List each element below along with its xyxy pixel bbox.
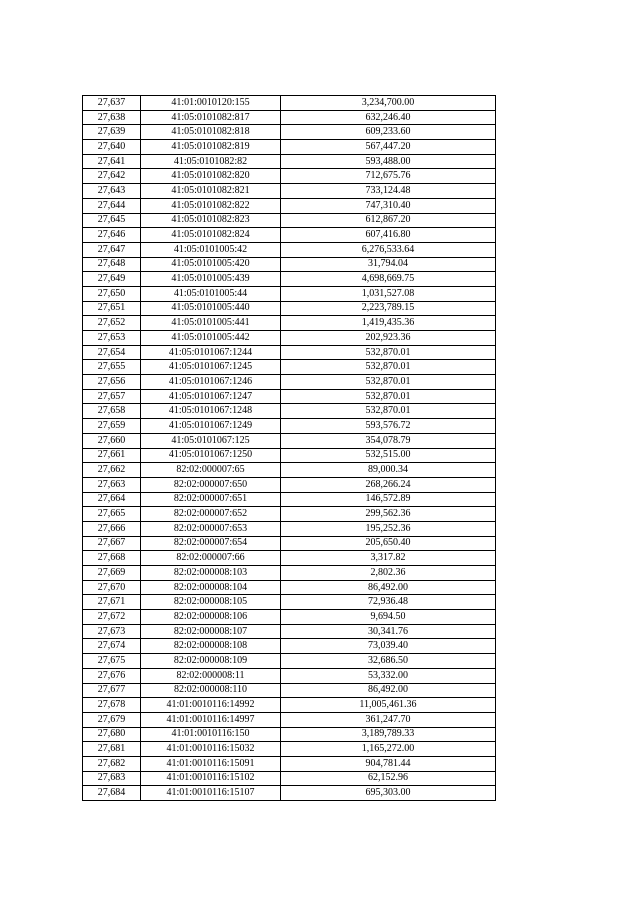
value-cell: 89,000.34 (281, 463, 496, 478)
table-row (83, 257, 496, 272)
cadastral-number-cell: 82:02:000008:103 (141, 566, 281, 581)
value-cell: 695,303.00 (281, 786, 496, 801)
value-cell: 11,005,461.36 (281, 698, 496, 713)
value-cell: 3,317.82 (281, 551, 496, 566)
table-row (83, 463, 496, 478)
value-cell: 202,923.36 (281, 331, 496, 346)
table-row (83, 96, 496, 111)
table-row (83, 125, 496, 140)
row-number-cell: 27,667 (83, 536, 141, 551)
table-row (83, 213, 496, 228)
row-number-cell: 27,681 (83, 742, 141, 757)
row-number-cell: 27,662 (83, 463, 141, 478)
row-number-cell: 27,643 (83, 184, 141, 199)
cadastral-number-cell: 41:05:0101082:821 (141, 184, 281, 199)
value-cell: 30,341.76 (281, 624, 496, 639)
value-cell: 612,867.20 (281, 213, 496, 228)
value-cell: 532,870.01 (281, 404, 496, 419)
row-number-cell: 27,677 (83, 683, 141, 698)
row-number-cell: 27,672 (83, 610, 141, 625)
table-row (83, 507, 496, 522)
cadastral-number-cell: 41:05:0101082:823 (141, 213, 281, 228)
cadastral-number-cell: 82:02:000008:107 (141, 624, 281, 639)
cadastral-number-cell: 82:02:000008:108 (141, 639, 281, 654)
row-number-cell: 27,659 (83, 419, 141, 434)
value-cell: 2,223,789.15 (281, 301, 496, 316)
value-cell: 72,936.48 (281, 595, 496, 610)
cadastral-number-cell: 82:02:000008:105 (141, 595, 281, 610)
table-row (83, 110, 496, 125)
cadastral-number-cell: 41:05:0101082:818 (141, 125, 281, 140)
table-row (83, 448, 496, 463)
row-number-cell: 27,673 (83, 624, 141, 639)
table-row (83, 698, 496, 713)
table-row (83, 580, 496, 595)
cadastral-number-cell: 82:02:000007:653 (141, 521, 281, 536)
value-cell: 2,802.36 (281, 566, 496, 581)
cadastral-number-cell: 41:05:0101067:1246 (141, 375, 281, 390)
row-number-cell: 27,639 (83, 125, 141, 140)
cadastral-number-cell: 41:05:0101005:439 (141, 272, 281, 287)
row-number-cell: 27,663 (83, 477, 141, 492)
table-row (83, 683, 496, 698)
cadastral-number-cell: 41:05:0101082:817 (141, 110, 281, 125)
table-row (83, 727, 496, 742)
value-cell: 299,562.36 (281, 507, 496, 522)
cadastral-number-cell: 41:01:0010116:15107 (141, 786, 281, 801)
value-cell: 532,515.00 (281, 448, 496, 463)
value-cell: 32,686.50 (281, 654, 496, 669)
row-number-cell: 27,646 (83, 228, 141, 243)
table-row (83, 375, 496, 390)
table-row (83, 184, 496, 199)
cadastral-number-cell: 41:05:0101082:822 (141, 198, 281, 213)
row-number-cell: 27,653 (83, 331, 141, 346)
cadastral-value-table (82, 95, 496, 801)
table-row (83, 477, 496, 492)
row-number-cell: 27,670 (83, 580, 141, 595)
value-cell: 1,419,435.36 (281, 316, 496, 331)
value-cell: 609,233.60 (281, 125, 496, 140)
table-body (83, 96, 496, 801)
cadastral-number-cell: 41:01:0010116:14992 (141, 698, 281, 713)
cadastral-number-cell: 41:05:0101082:82 (141, 154, 281, 169)
cadastral-number-cell: 82:02:000007:652 (141, 507, 281, 522)
cadastral-number-cell: 41:05:0101005:420 (141, 257, 281, 272)
row-number-cell: 27,682 (83, 756, 141, 771)
cadastral-number-cell: 41:05:0101067:1249 (141, 419, 281, 434)
row-number-cell: 27,654 (83, 345, 141, 360)
row-number-cell: 27,661 (83, 448, 141, 463)
value-cell: 733,124.48 (281, 184, 496, 199)
row-number-cell: 27,640 (83, 140, 141, 155)
value-cell: 195,252.36 (281, 521, 496, 536)
table-row (83, 345, 496, 360)
table-row (83, 492, 496, 507)
value-cell: 532,870.01 (281, 375, 496, 390)
value-cell: 361,247.70 (281, 712, 496, 727)
cadastral-number-cell: 82:02:000007:66 (141, 551, 281, 566)
value-cell: 3,234,700.00 (281, 96, 496, 111)
cadastral-number-cell: 41:05:0101067:125 (141, 433, 281, 448)
table-row (83, 624, 496, 639)
cadastral-number-cell: 41:01:0010116:15032 (141, 742, 281, 757)
value-cell: 904,781.44 (281, 756, 496, 771)
table-row (83, 404, 496, 419)
table-row (83, 198, 496, 213)
row-number-cell: 27,660 (83, 433, 141, 448)
table-row (83, 140, 496, 155)
row-number-cell: 27,676 (83, 668, 141, 683)
value-cell: 1,031,527.08 (281, 286, 496, 301)
row-number-cell: 27,651 (83, 301, 141, 316)
value-cell: 632,246.40 (281, 110, 496, 125)
row-number-cell: 27,650 (83, 286, 141, 301)
row-number-cell: 27,669 (83, 566, 141, 581)
row-number-cell: 27,645 (83, 213, 141, 228)
cadastral-number-cell: 82:02:000008:104 (141, 580, 281, 595)
row-number-cell: 27,652 (83, 316, 141, 331)
cadastral-number-cell: 41:05:0101005:441 (141, 316, 281, 331)
cadastral-number-cell: 41:01:0010116:15102 (141, 771, 281, 786)
cadastral-number-cell: 41:05:0101067:1245 (141, 360, 281, 375)
table-row (83, 610, 496, 625)
cadastral-number-cell: 41:01:0010116:150 (141, 727, 281, 742)
row-number-cell: 27,664 (83, 492, 141, 507)
row-number-cell: 27,671 (83, 595, 141, 610)
value-cell: 31,794.04 (281, 257, 496, 272)
row-number-cell: 27,638 (83, 110, 141, 125)
value-cell: 62,152.96 (281, 771, 496, 786)
value-cell: 607,416.80 (281, 228, 496, 243)
table-row (83, 654, 496, 669)
value-cell: 86,492.00 (281, 683, 496, 698)
value-cell: 567,447.20 (281, 140, 496, 155)
cadastral-number-cell: 82:02:000007:651 (141, 492, 281, 507)
table-row (83, 389, 496, 404)
row-number-cell: 27,684 (83, 786, 141, 801)
row-number-cell: 27,666 (83, 521, 141, 536)
cadastral-number-cell: 41:05:0101067:1248 (141, 404, 281, 419)
table-row (83, 712, 496, 727)
value-cell: 712,675.76 (281, 169, 496, 184)
row-number-cell: 27,644 (83, 198, 141, 213)
row-number-cell: 27,658 (83, 404, 141, 419)
value-cell: 532,870.01 (281, 345, 496, 360)
value-cell: 6,276,533.64 (281, 242, 496, 257)
table-row (83, 316, 496, 331)
cadastral-number-cell: 41:05:0101067:1247 (141, 389, 281, 404)
table-row (83, 154, 496, 169)
table-row (83, 286, 496, 301)
table-row (83, 551, 496, 566)
row-number-cell: 27,656 (83, 375, 141, 390)
cadastral-number-cell: 41:01:0010120:155 (141, 96, 281, 111)
cadastral-number-cell: 41:05:0101082:819 (141, 140, 281, 155)
row-number-cell: 27,657 (83, 389, 141, 404)
table-row (83, 566, 496, 581)
value-cell: 9,694.50 (281, 610, 496, 625)
cadastral-number-cell: 82:02:000007:654 (141, 536, 281, 551)
row-number-cell: 27,679 (83, 712, 141, 727)
table-row (83, 419, 496, 434)
cadastral-number-cell: 41:01:0010116:14997 (141, 712, 281, 727)
table-row (83, 228, 496, 243)
table-row (83, 742, 496, 757)
table-row (83, 433, 496, 448)
cadastral-number-cell: 41:05:0101082:820 (141, 169, 281, 184)
table-row (83, 272, 496, 287)
row-number-cell: 27,675 (83, 654, 141, 669)
value-cell: 268,266.24 (281, 477, 496, 492)
row-number-cell: 27,648 (83, 257, 141, 272)
table-row (83, 668, 496, 683)
value-cell: 593,576.72 (281, 419, 496, 434)
row-number-cell: 27,637 (83, 96, 141, 111)
cadastral-number-cell: 82:02:000007:65 (141, 463, 281, 478)
value-cell: 532,870.01 (281, 389, 496, 404)
table-row (83, 756, 496, 771)
table-row (83, 301, 496, 316)
value-cell: 3,189,789.33 (281, 727, 496, 742)
table-row (83, 786, 496, 801)
value-cell: 86,492.00 (281, 580, 496, 595)
row-number-cell: 27,680 (83, 727, 141, 742)
table-row (83, 595, 496, 610)
value-cell: 354,078.79 (281, 433, 496, 448)
table-row (83, 536, 496, 551)
value-cell: 1,165,272.00 (281, 742, 496, 757)
value-cell: 73,039.40 (281, 639, 496, 654)
cadastral-number-cell: 41:05:0101082:824 (141, 228, 281, 243)
cadastral-number-cell: 82:02:000008:110 (141, 683, 281, 698)
row-number-cell: 27,647 (83, 242, 141, 257)
table-row (83, 331, 496, 346)
row-number-cell: 27,655 (83, 360, 141, 375)
cadastral-number-cell: 82:02:000008:106 (141, 610, 281, 625)
table-row (83, 360, 496, 375)
value-cell: 205,650.40 (281, 536, 496, 551)
value-cell: 146,572.89 (281, 492, 496, 507)
row-number-cell: 27,674 (83, 639, 141, 654)
value-cell: 4,698,669.75 (281, 272, 496, 287)
table-row (83, 242, 496, 257)
cadastral-number-cell: 41:05:0101005:44 (141, 286, 281, 301)
row-number-cell: 27,642 (83, 169, 141, 184)
cadastral-number-cell: 41:01:0010116:15091 (141, 756, 281, 771)
cadastral-number-cell: 82:02:000007:650 (141, 477, 281, 492)
table-row (83, 521, 496, 536)
row-number-cell: 27,665 (83, 507, 141, 522)
value-cell: 593,488.00 (281, 154, 496, 169)
table-row (83, 771, 496, 786)
row-number-cell: 27,641 (83, 154, 141, 169)
table-row (83, 169, 496, 184)
cadastral-number-cell: 41:05:0101005:42 (141, 242, 281, 257)
table-row (83, 639, 496, 654)
row-number-cell: 27,683 (83, 771, 141, 786)
cadastral-number-cell: 82:02:000008:109 (141, 654, 281, 669)
cadastral-number-cell: 41:05:0101067:1244 (141, 345, 281, 360)
cadastral-number-cell: 82:02:000008:11 (141, 668, 281, 683)
cadastral-number-cell: 41:05:0101005:442 (141, 331, 281, 346)
value-cell: 532,870.01 (281, 360, 496, 375)
cadastral-number-cell: 41:05:0101005:440 (141, 301, 281, 316)
row-number-cell: 27,678 (83, 698, 141, 713)
value-cell: 747,310.40 (281, 198, 496, 213)
row-number-cell: 27,649 (83, 272, 141, 287)
row-number-cell: 27,668 (83, 551, 141, 566)
value-cell: 53,332.00 (281, 668, 496, 683)
cadastral-number-cell: 41:05:0101067:1250 (141, 448, 281, 463)
